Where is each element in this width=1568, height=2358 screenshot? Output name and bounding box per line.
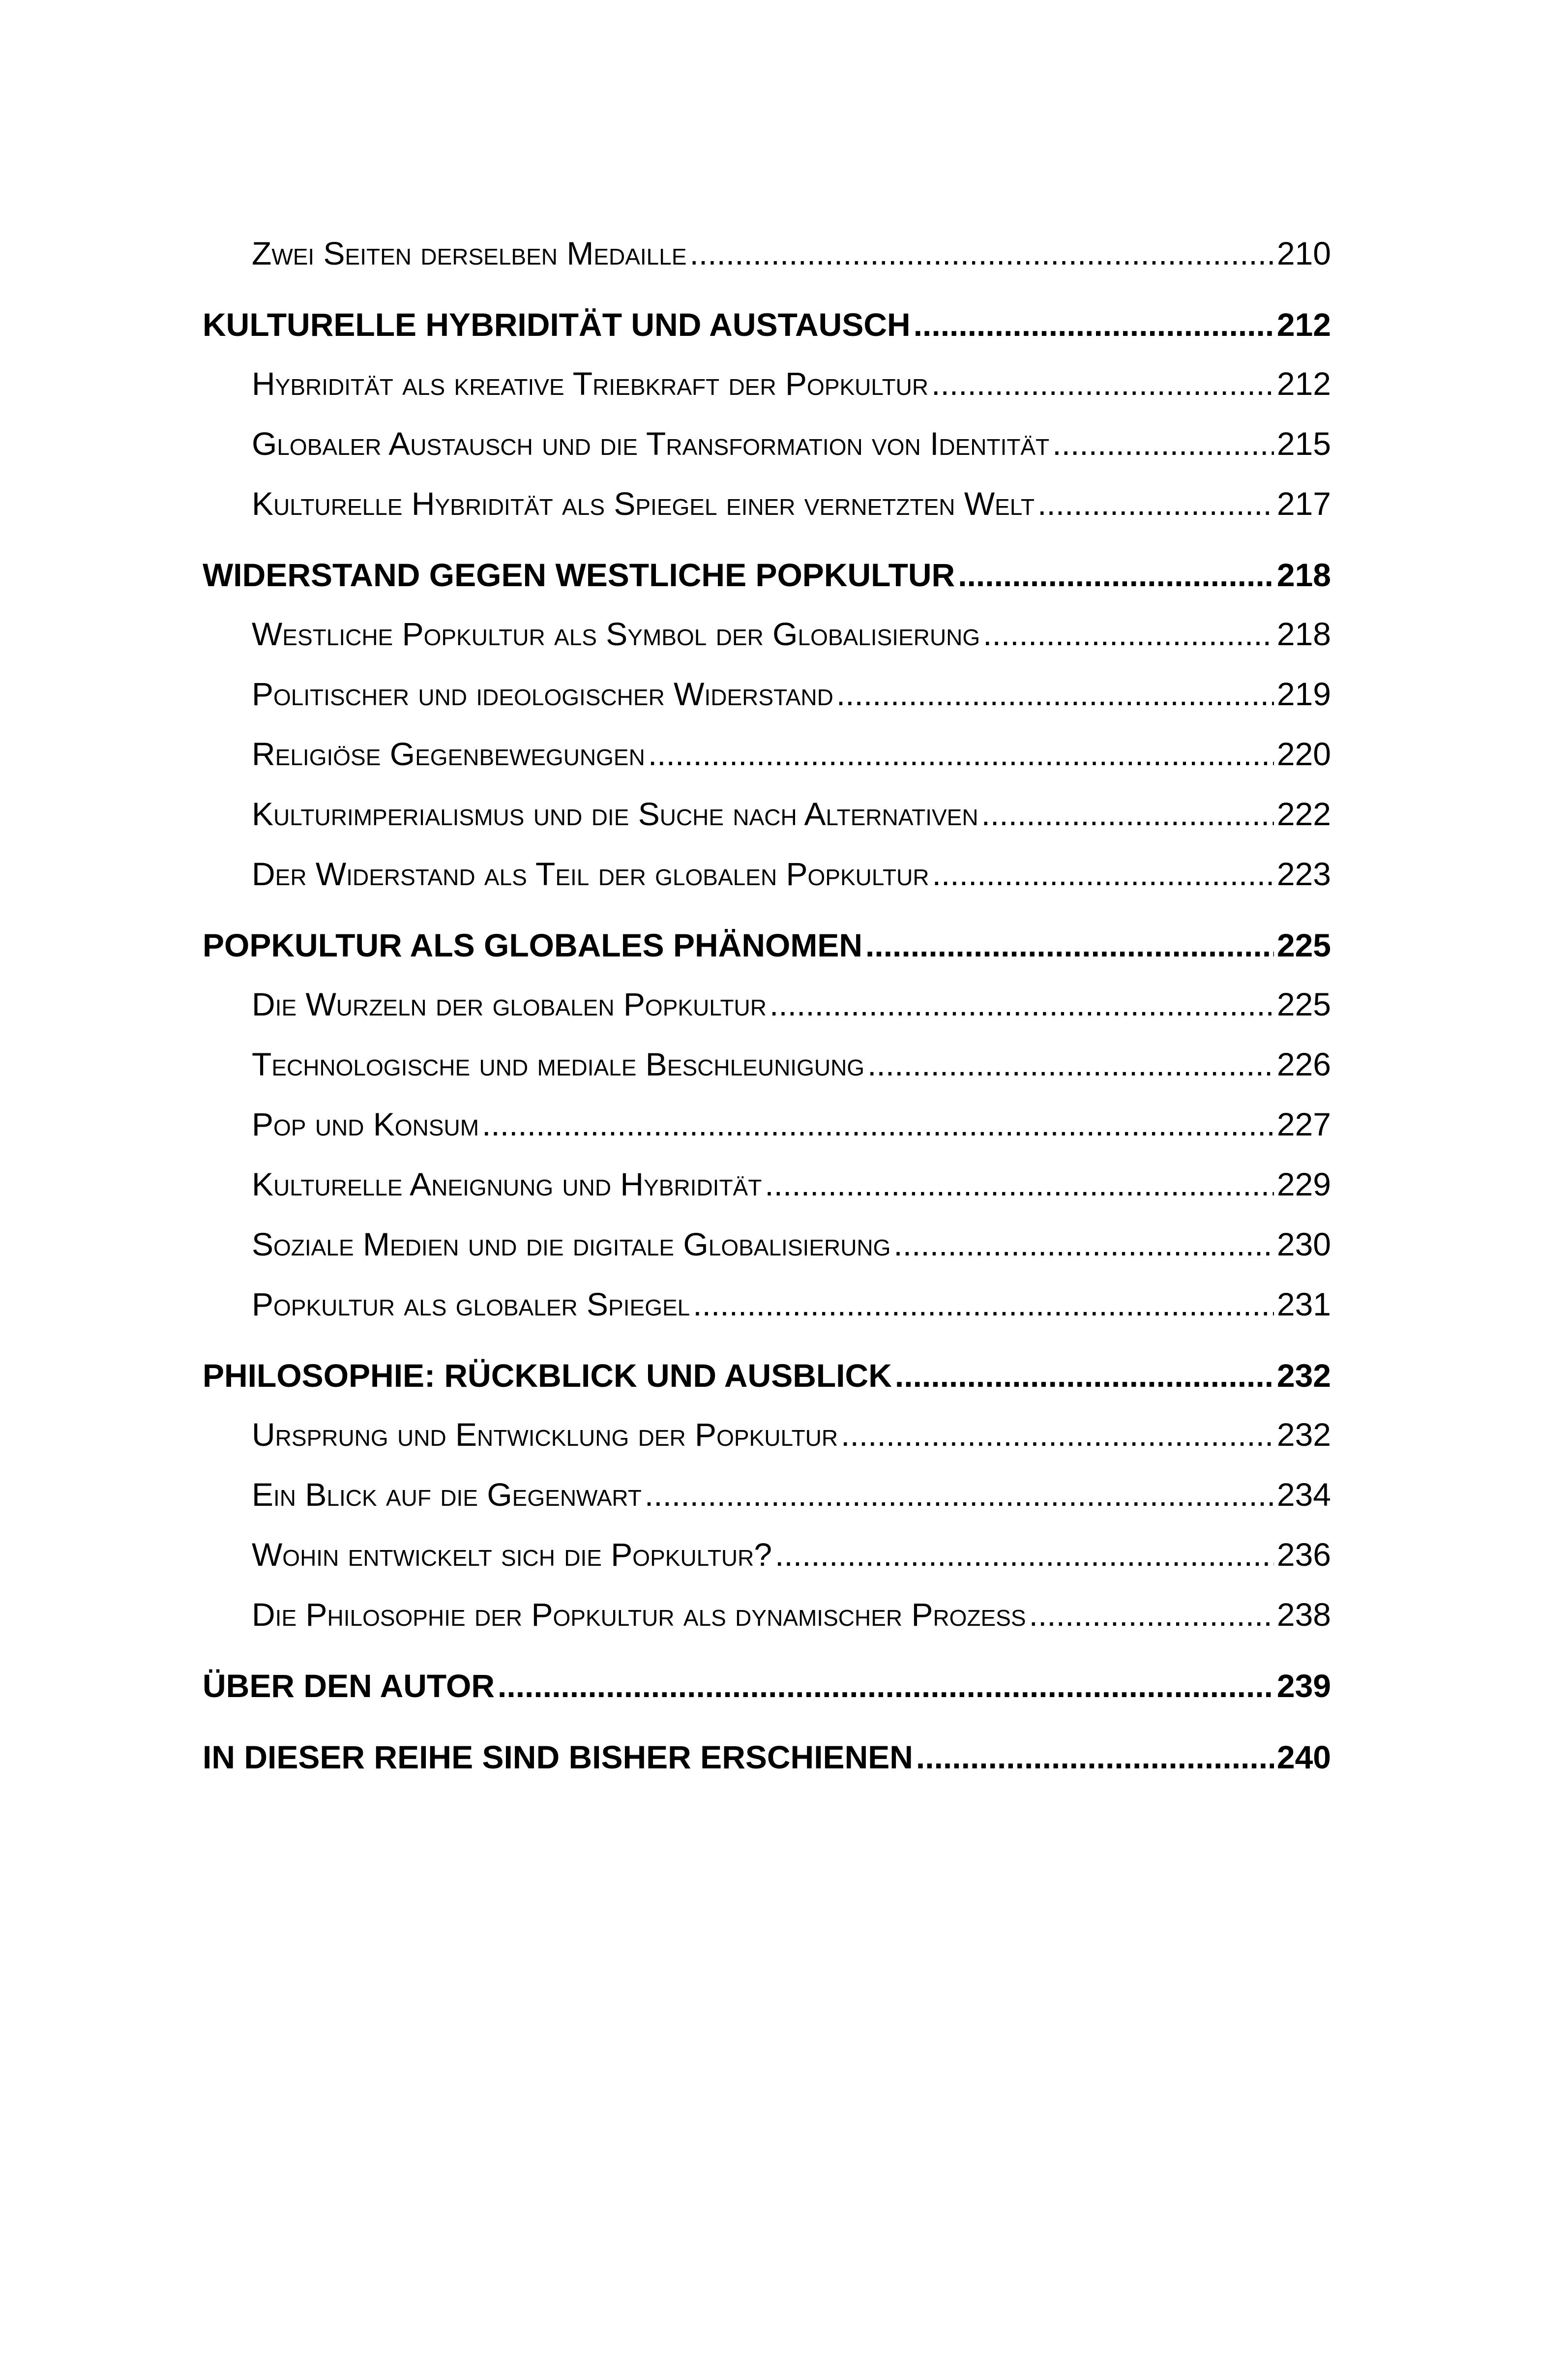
toc-section-title: Der Widerstand als Teil der globalen Popkultur	[252, 856, 929, 892]
toc-chapter-row[interactable]	[203, 553, 1331, 597]
dot-leader	[914, 302, 1274, 347]
dot-leader	[1052, 421, 1274, 466]
toc-chapter-row[interactable]	[203, 1353, 1331, 1398]
dot-leader	[893, 1222, 1273, 1266]
toc-section-row[interactable]	[203, 732, 1331, 776]
dot-leader	[916, 1735, 1274, 1779]
toc-section-row[interactable]	[203, 672, 1331, 716]
toc-section-title: Politischer und ideologischer Widerstand	[252, 676, 833, 712]
toc-page-number: 210	[1276, 235, 1331, 271]
toc-page-number: 218	[1276, 616, 1331, 652]
toc-section-title: Religiöse Gegenbewegungen	[252, 736, 645, 772]
toc-section-title: Ursprung und Entwicklung der Popkultur	[252, 1416, 838, 1453]
toc-page-number: 230	[1276, 1226, 1331, 1262]
toc-page-number: 236	[1276, 1536, 1331, 1573]
toc-page-number: 231	[1276, 1286, 1331, 1322]
toc-page-number: 239	[1276, 1668, 1331, 1704]
toc-page-number: 217	[1276, 485, 1331, 522]
toc-section-row[interactable]	[203, 1592, 1331, 1637]
dot-leader	[981, 792, 1274, 836]
dot-leader	[648, 732, 1274, 776]
toc-section-row[interactable]	[203, 852, 1331, 896]
toc-section-title: Die Wurzeln der globalen Popkultur	[252, 986, 767, 1022]
toc-page-number: 225	[1276, 986, 1331, 1022]
toc-section-title: Soziale Medien und die digitale Globalisierung	[252, 1226, 891, 1262]
toc-chapter-row[interactable]	[203, 1664, 1331, 1708]
toc-chapter-title: WIDERSTAND GEGEN WESTLICHE POPKULTUR	[203, 557, 955, 593]
toc-section-title: Kulturelle Hybridität als Spiegel einer vernetzten Welt	[252, 485, 1035, 522]
toc-page-number: 220	[1276, 736, 1331, 772]
dot-leader	[895, 1353, 1274, 1398]
toc-section-title: Westliche Popkultur als Symbol der Globalisierung	[252, 616, 980, 652]
toc-section-title: Kulturelle Aneignung und Hybridität	[252, 1166, 762, 1202]
toc-chapter-title: KULTURELLE HYBRIDITÄT UND AUSTAUSCH	[203, 306, 911, 343]
toc-section-row[interactable]	[203, 421, 1331, 466]
dot-leader	[1029, 1592, 1274, 1637]
dot-leader	[958, 553, 1274, 597]
toc-section-title: Pop und Konsum	[252, 1106, 479, 1142]
toc-chapter-row[interactable]	[203, 923, 1331, 967]
toc-section-title: Ein Blick auf die Gegenwart	[252, 1476, 642, 1513]
toc-section-row[interactable]	[203, 1472, 1331, 1517]
toc-chapter-title: POPKULTUR ALS GLOBALES PHÄNOMEN	[203, 927, 863, 963]
toc-page-number: 212	[1276, 365, 1331, 402]
toc-page-number: 232	[1276, 1357, 1331, 1394]
toc-page-number: 212	[1276, 306, 1331, 343]
toc-chapter-row[interactable]	[203, 1735, 1331, 1779]
toc-page-number: 234	[1276, 1476, 1331, 1513]
dot-leader	[769, 982, 1274, 1026]
toc-section-row[interactable]	[203, 481, 1331, 526]
toc-section-title: Wohin entwickelt sich die Popkultur?	[252, 1536, 772, 1573]
dot-leader	[765, 1162, 1274, 1206]
dot-leader	[867, 1042, 1274, 1086]
toc-section-row[interactable]	[203, 1102, 1331, 1146]
toc-page-number: 222	[1276, 796, 1331, 832]
toc-page-number: 240	[1276, 1739, 1331, 1775]
toc-page-number: 223	[1276, 856, 1331, 892]
toc-chapter-title: IN DIESER REIHE SIND BISHER ERSCHIENEN	[203, 1739, 913, 1775]
dot-leader	[775, 1532, 1274, 1577]
toc-chapter-row[interactable]	[203, 302, 1331, 347]
dot-leader	[1037, 481, 1274, 526]
dot-leader	[498, 1664, 1274, 1708]
toc-section-title: Kulturimperialismus und die Suche nach Alternativen	[252, 796, 978, 832]
toc-section-row[interactable]	[203, 612, 1331, 656]
dot-leader	[836, 672, 1274, 716]
toc-page-number: 225	[1276, 927, 1331, 963]
toc-section-row[interactable]	[203, 1042, 1331, 1086]
dot-leader	[690, 231, 1274, 275]
table-of-contents	[203, 231, 1331, 1779]
toc-section-row[interactable]	[203, 1532, 1331, 1577]
toc-chapter-title: PHILOSOPHIE: RÜCKBLICK UND AUSBLICK	[203, 1357, 892, 1394]
toc-section-title: Zwei Seiten derselben Medaille	[252, 235, 687, 271]
toc-section-row[interactable]	[203, 792, 1331, 836]
toc-section-row[interactable]	[203, 1282, 1331, 1326]
toc-section-title: Popkultur als globaler Spiegel	[252, 1286, 690, 1322]
toc-section-row[interactable]	[203, 1162, 1331, 1206]
toc-section-title: Technologische und mediale Beschleunigung	[252, 1046, 865, 1082]
dot-leader	[693, 1282, 1274, 1326]
dot-leader	[645, 1472, 1274, 1517]
toc-section-title: Globaler Austausch und die Transformation von Identität	[252, 425, 1050, 462]
toc-page-number: 215	[1276, 425, 1331, 462]
toc-chapter-title: ÜBER DEN AUTOR	[203, 1668, 495, 1704]
toc-section-title: Hybridität als kreative Triebkraft der Popkultur	[252, 365, 929, 402]
dot-leader	[841, 1412, 1274, 1457]
dot-leader	[482, 1102, 1274, 1146]
dot-leader	[983, 612, 1274, 656]
dot-leader	[931, 361, 1274, 406]
dot-leader	[932, 852, 1274, 896]
toc-page-number: 226	[1276, 1046, 1331, 1082]
toc-page-number: 218	[1276, 557, 1331, 593]
toc-section-row[interactable]	[203, 231, 1331, 275]
toc-section-title: Die Philosophie der Popkultur als dynamischer Prozess	[252, 1596, 1026, 1633]
toc-page-number: 219	[1276, 676, 1331, 712]
toc-page-number: 232	[1276, 1416, 1331, 1453]
dot-leader	[865, 923, 1274, 967]
toc-page-number: 227	[1276, 1106, 1331, 1142]
toc-section-row[interactable]	[203, 982, 1331, 1026]
toc-section-row[interactable]	[203, 1222, 1331, 1266]
toc-page-number: 238	[1276, 1596, 1331, 1633]
toc-page-number: 229	[1276, 1166, 1331, 1202]
toc-section-row[interactable]	[203, 361, 1331, 406]
toc-section-row[interactable]	[203, 1412, 1331, 1457]
